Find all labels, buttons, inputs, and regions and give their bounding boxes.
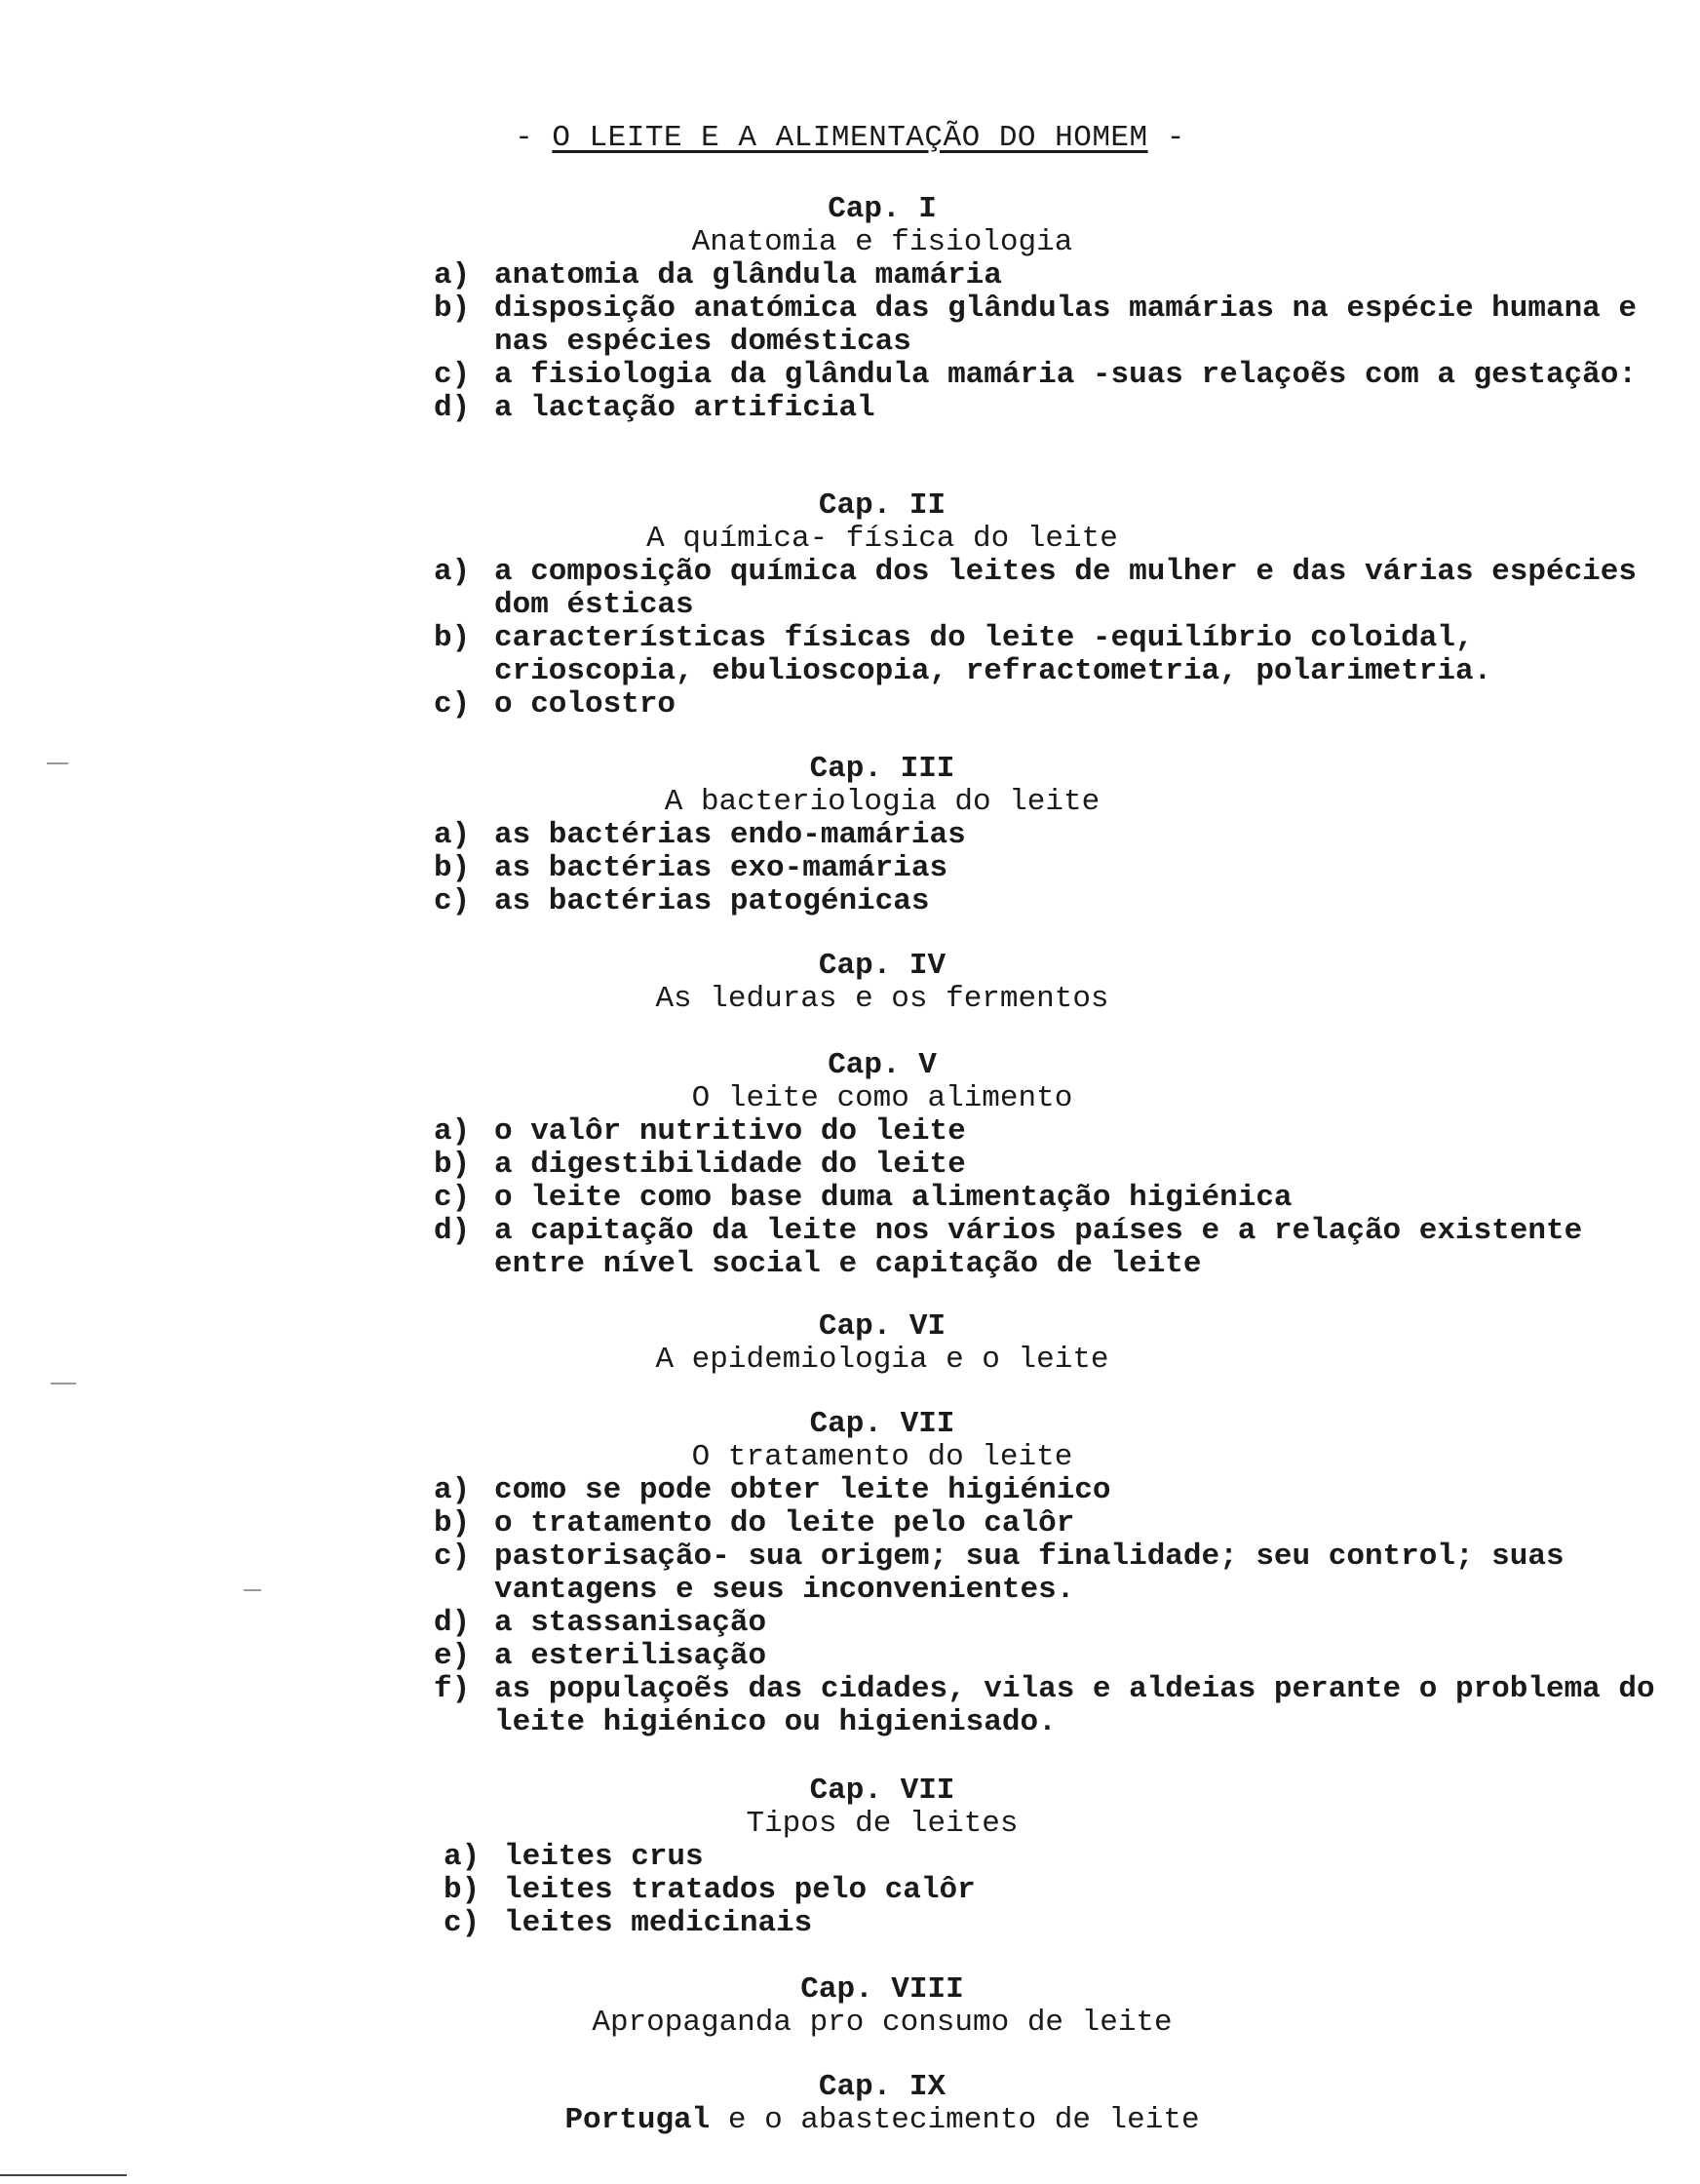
list-item: c) pastorisação- sua origem; sua finalidade; seu control; suas vantagens e seus inconvenientes. bbox=[434, 1540, 1565, 1607]
scan-mark bbox=[51, 1383, 76, 1384]
chapter-heading: Cap. I bbox=[828, 192, 937, 226]
list-item: a) as bactérias endo-mamárias bbox=[434, 818, 966, 852]
chapter-heading: Cap. VIII bbox=[800, 1972, 964, 2007]
chapter-6 bbox=[444, 1310, 1672, 1377]
chapter-heading: Cap. VII bbox=[809, 1774, 955, 1808]
list-item: c) as bactérias patogénicas bbox=[434, 884, 930, 918]
chapter-subtitle: Tipos de leites bbox=[746, 1807, 1019, 1841]
chapter-subtitle: O tratamento do leite bbox=[691, 1440, 1073, 1474]
list-item: c) o colostro bbox=[434, 687, 676, 722]
chapter-subtitle: Apropaganda pro consumo de leite bbox=[592, 2006, 1173, 2040]
title-dash-right: - bbox=[1166, 121, 1185, 155]
chapter-subtitle: As leduras e os fermentos bbox=[655, 982, 1109, 1016]
chapter-1 bbox=[434, 192, 1672, 425]
chapter-9 bbox=[444, 1973, 1672, 2040]
list-item: b) as bactérias exo-mamárias bbox=[434, 851, 948, 885]
chapter-subtitle: Anatomia e fisiologia bbox=[691, 225, 1073, 259]
chapter-10 bbox=[444, 2071, 1672, 2137]
list-item: f) as populaçoẽs das cidades, vilas e aldeias perante o problema do leite higiénico ou higienisado. bbox=[434, 1672, 1655, 1739]
list-item: b) leites tratados pelo calôr bbox=[444, 1873, 976, 1907]
list-item: d) a capitação da leite nos vários países e a relação existente entre nível social e capitação de leite bbox=[434, 1214, 1583, 1281]
list-item: e) a esterilisação bbox=[434, 1639, 767, 1673]
subtitle-bold: Portugal bbox=[564, 2103, 711, 2137]
list-item: a) a composição química dos leites de mulher e das várias espécies dom ésticas bbox=[434, 555, 1637, 622]
chapter-8 bbox=[444, 1774, 1672, 1940]
list-item: c) a fisiologia da glândula mamária -suas relaçoẽs com a gestação: bbox=[434, 358, 1637, 392]
title-dash-left: - bbox=[515, 121, 534, 155]
chapter-heading: Cap. VI bbox=[818, 1309, 947, 1344]
chapter-subtitle: A epidemiologia e o leite bbox=[655, 1343, 1109, 1377]
list-item: c) leites medicinais bbox=[444, 1906, 813, 1940]
chapter-2 bbox=[434, 488, 1672, 722]
chapter-heading: Cap. VII bbox=[809, 1407, 955, 1441]
list-item: b) o tratamento do leite pelo calôr bbox=[434, 1506, 1075, 1540]
list-item: c) o leite como base duma alimentação higiénica bbox=[434, 1181, 1293, 1215]
list-item: a) leites crus bbox=[444, 1840, 704, 1874]
chapter-3 bbox=[434, 752, 1672, 918]
list-item: b) disposição anatómica das glândulas mamárias na espécie humana e nas espécies domésticas bbox=[434, 292, 1637, 359]
list-item: a) anatomia da glândula mamária bbox=[434, 258, 1002, 292]
chapter-4 bbox=[444, 950, 1672, 1016]
scan-mark bbox=[47, 762, 68, 764]
list-item: d) a lactação artificial bbox=[434, 391, 875, 425]
document-title bbox=[0, 121, 1700, 155]
list-item: d) a stassanisação bbox=[434, 1606, 767, 1640]
chapter-7 bbox=[434, 1407, 1672, 1739]
scan-edge bbox=[0, 2174, 127, 2176]
subtitle-rest: e o abastecimento de leite bbox=[727, 2103, 1200, 2137]
chapter-heading: Cap. V bbox=[828, 1048, 937, 1082]
list-item: b) características físicas do leite -equilíbrio coloidal, crioscopia, ebulioscopia, refractometria, polarimetria. bbox=[434, 621, 1492, 688]
scan-mark bbox=[244, 1589, 261, 1591]
title-text: O LEITE E A ALIMENTAÇÃO DO HOMEM bbox=[552, 121, 1148, 155]
list-item: a) como se pode obter leite higiénico bbox=[434, 1473, 1111, 1507]
chapter-heading: Cap. II bbox=[818, 488, 947, 523]
chapter-5 bbox=[434, 1048, 1672, 1281]
list-item: b) a digestibilidade do leite bbox=[434, 1148, 966, 1182]
chapter-subtitle: A bacteriologia do leite bbox=[664, 785, 1101, 819]
list-item: a) o valôr nutritivo do leite bbox=[434, 1114, 966, 1149]
chapter-subtitle: A química- física do leite bbox=[646, 522, 1118, 556]
chapter-heading: Cap. IX bbox=[818, 2070, 947, 2104]
chapter-heading: Cap. III bbox=[809, 752, 955, 786]
chapter-subtitle bbox=[444, 2104, 1321, 2137]
chapter-heading: Cap. IV bbox=[818, 949, 947, 983]
chapter-subtitle: O leite como alimento bbox=[691, 1081, 1073, 1115]
